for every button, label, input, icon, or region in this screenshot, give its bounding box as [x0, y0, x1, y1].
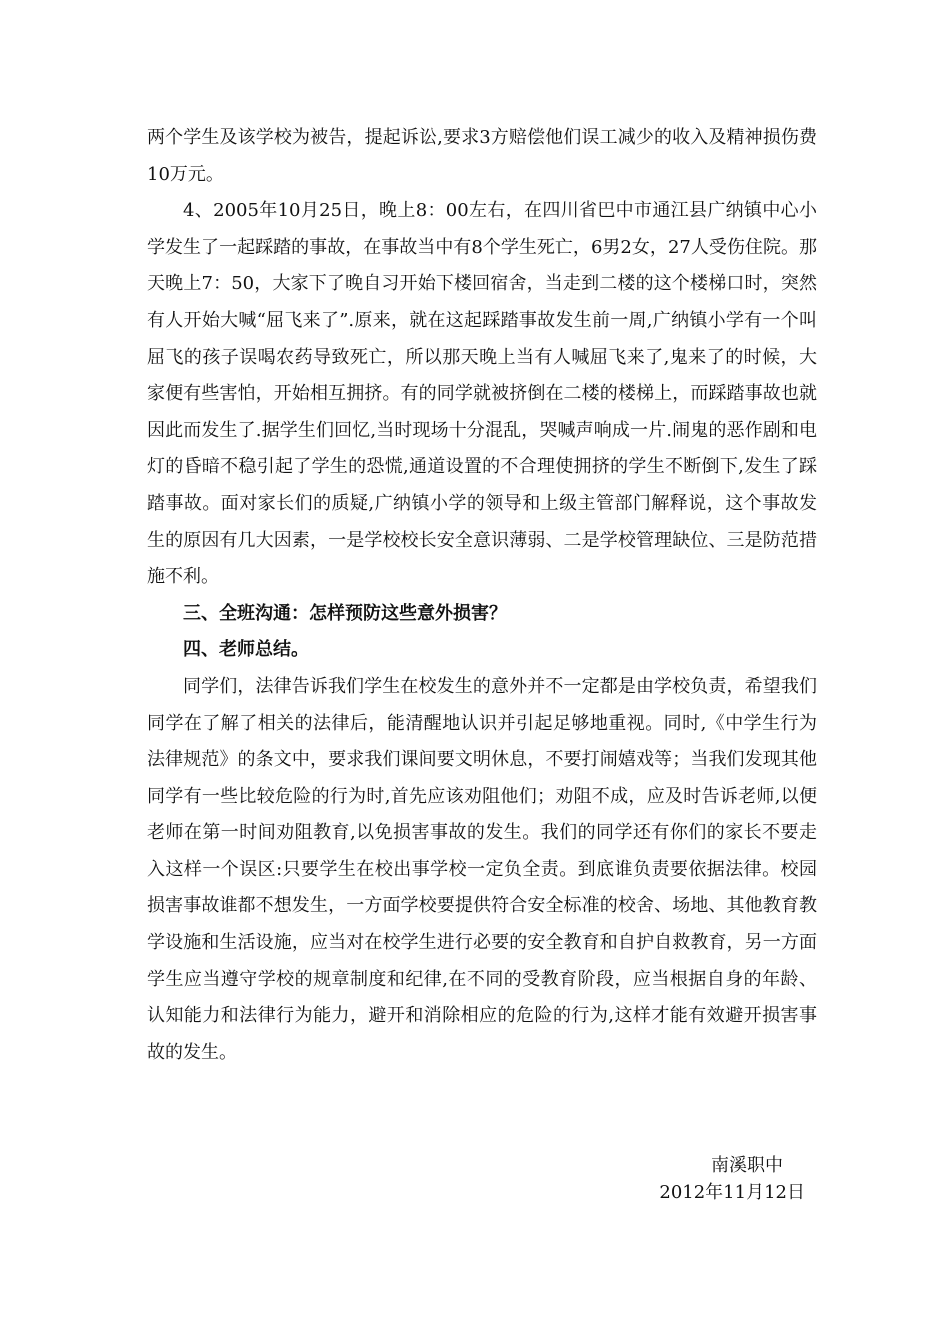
signature-date: 2012年11月12日: [659, 1182, 805, 1203]
section-heading-discussion: 三、全班沟通：怎样预防这些意外损害？: [183, 602, 507, 624]
section-heading-summary: 四、老师总结。: [183, 639, 309, 661]
paragraph-teacher-summary: 同学们，法律告诉我们学生在校发生的意外并不一定都是由学校负责，希望我们同学在了解了相关的法律后，能清醒地认识并引起足够地重视。同时,《中学生行为法律规范》的条文中，要求我们课间要文明休息，不要打闹嬉戏等；当我们发现其他同学有一些比较危险的行为时,首先应该劝阻他们；劝阻不成，应及时告诉老师,以便老师在第一时间劝阻教育,以免损害事故的发生。我们的同学还有你们的家长不要走入这样一个误区:只要学生在校出事学校一定负全责。到底谁负责要依据法律。校园损害事故谁都不想发生，一方面学校要提供符合安全标准的校舍、场地、其他教育教学设施和生活设施，应当对在校学生进行必要的安全教育和自护自救教育，另一方面学生应当遵守学校的规章制度和纪律,在不同的受教育阶段，应当根据自身的年龄、认知能力和法律行为能力，避开和消除相应的危险的行为,这样才能有效避开损害事故的发生。: [147, 675, 817, 1063]
signature-organization: 南溪职中: [711, 1155, 783, 1176]
signature-block: [659, 1152, 805, 1206]
paragraph-case4: 4、2005年10月25日，晚上8：00左右，在四川省巴中市通江县广纳镇中心小学发生了一起踩踏的事故，在事故当中有8个学生死亡，6男2女，27人受伤住院。那天晚上7：50，大家下了晚自习开始下楼回宿舍，当走到二楼的这个楼梯口时，突然有人开始大喊“屈飞来了”.原来，就在这起踩踏事故发生前一周,广纳镇小学有一个叫屈飞的孩子误喝农药导致死亡，所以那天晚上当有人喊屈飞来了,鬼来了的时候，大家便有些害怕，开始相互拥挤。有的同学就被挤倒在二楼的楼梯上，而踩踏事故也就因此而发生了.据学生们回忆,当时现场十分混乱，哭喊声响成一片.闹鬼的恶作剧和电灯的昏暗不稳引起了学生的恐慌,通道设置的不合理使拥挤的学生不断倒下,发生了踩踏事故。面对家长们的质疑,广纳镇小学的领导和上级主管部门解释说，这个事故发生的原因有几大因素，一是学校校长安全意识薄弱、二是学校管理缺位、三是防范措施不利。: [147, 200, 817, 588]
paragraph-case3-ending: 两个学生及该学校为被告，提起诉讼,要求3方赔偿他们误工减少的收入及精神损伤费10万元。: [147, 127, 817, 185]
document-body: [147, 120, 817, 1071]
